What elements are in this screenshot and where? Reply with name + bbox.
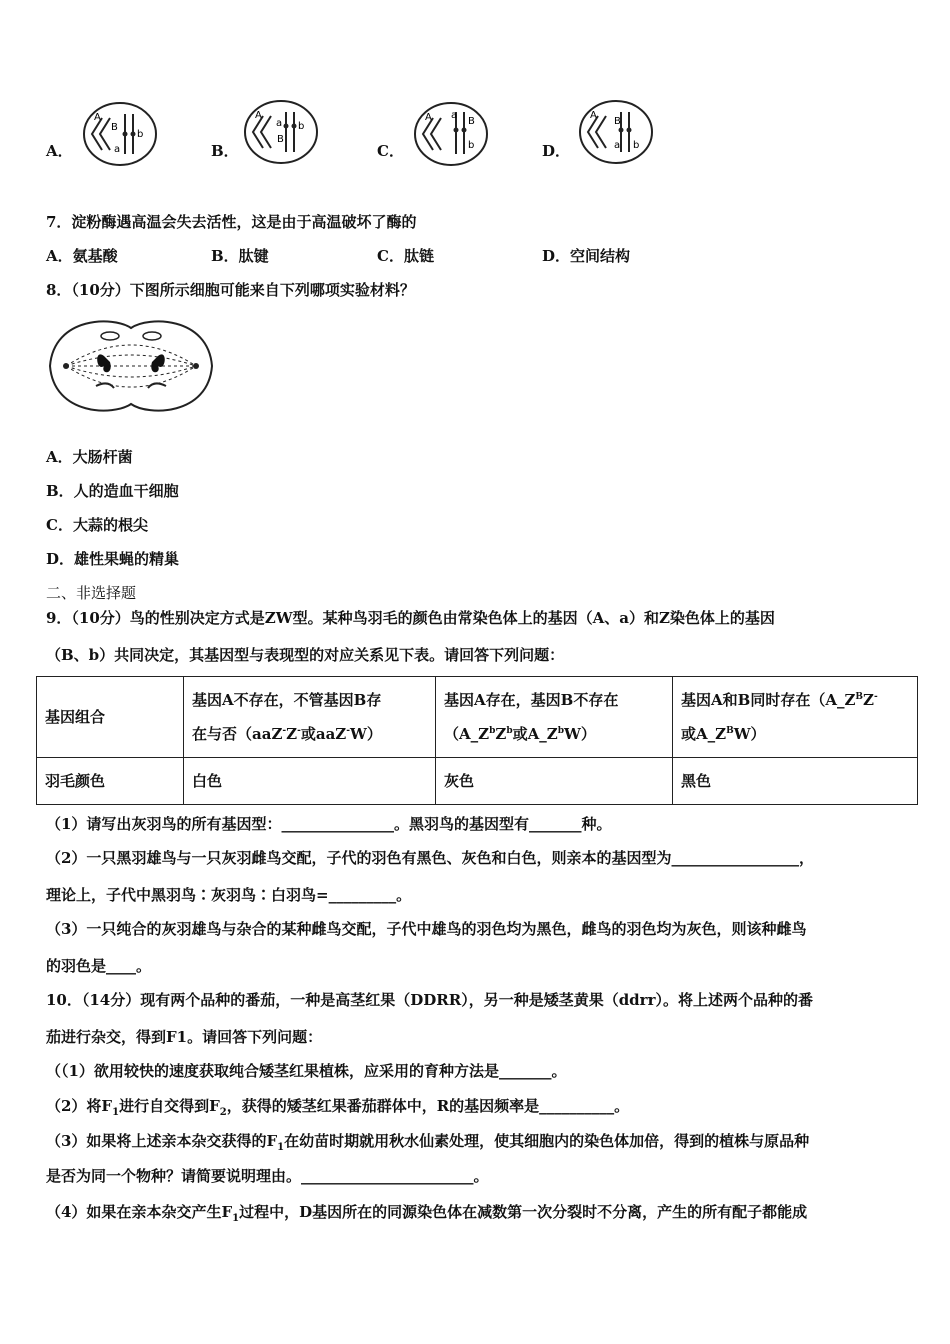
q7-option-c[interactable]: C．肽链 <box>377 247 434 265</box>
q6-option-a-label: A． <box>46 142 73 160</box>
q10-stem-line2: 茄进行杂交，得到F1。请回答下列问题： <box>46 1028 323 1046</box>
q6-option-d-label: D． <box>542 142 571 160</box>
q7-option-d[interactable]: D．空间结构 <box>542 247 631 265</box>
q8-option-c[interactable]: C．大蒜的根尖 <box>46 516 148 534</box>
cell-line: 或$A\_Z^BW$） <box>681 725 766 743</box>
svg-text:a: a <box>276 118 283 129</box>
table-row <box>37 677 918 758</box>
q10-sub3-line1: （3）如果将上述亲本杂交获得的$F_1$在幼苗时期就用秋水仙素处理，使其细胞内的染色体加倍，得到的植株与原品种 <box>46 1132 810 1153</box>
q7-option-a[interactable]: A．氨基酸 <box>46 247 118 265</box>
q10-sub2: （2）将$F_1$进行自交得到$F_2$，获得的矮茎红果番茄群体中，R的基因频率是__________。 <box>46 1097 630 1118</box>
q8-option-d[interactable]: D．雄性果蝇的精巢 <box>46 550 180 568</box>
svg-text:b: b <box>137 129 144 140</box>
table-cell: 白色 <box>184 758 436 805</box>
cell-line: 在与否（aaZ-Z-或aaZ-W） <box>192 725 382 743</box>
q8-option-b[interactable]: B．人的造血干细胞 <box>46 482 179 500</box>
cell-diagram-c <box>411 100 491 168</box>
svg-text:a: a <box>114 144 121 155</box>
q9-sub2-line1: （2）一只黑羽雄鸟与一只灰羽雌鸟交配，子代的羽色有黑色、灰色和白色，则亲本的基因型为_________________， <box>46 849 814 867</box>
section-heading: 二、非选择题 <box>46 584 137 602</box>
svg-text:B: B <box>468 116 475 127</box>
q9-sub1: （1）请写出灰羽鸟的所有基因型：_______________。黑羽鸟的基因型有_______种。 <box>46 815 612 833</box>
q10-stem-line1: 10．（14分）现有两个品种的番茄，一种是高茎红果（DDRR），另一种是矮茎黄果（ddrr）。将上述两个品种的番 <box>46 991 813 1009</box>
q9-sub3-line2: 的羽色是____。 <box>46 957 152 975</box>
svg-text:a: a <box>451 110 458 121</box>
table-cell <box>673 677 918 758</box>
q8-option-a[interactable]: A．大肠杆菌 <box>46 448 133 466</box>
q7-option-b[interactable]: B．肽键 <box>211 247 269 265</box>
svg-text:b: b <box>468 140 475 151</box>
q9-stem-line1: 9．（10分）鸟的性别决定方式是ZW型。某种鸟羽毛的颜色由常染色体上的基因（A、a）和Z染色体上的基因 <box>46 609 775 627</box>
cell-line: 基因A和B同时存在（$A\_Z^BZ^-$ <box>681 691 878 709</box>
q9-stem-line2: （B、b）共同决定，其基因型与表现型的对应关系见下表。请回答下列问题： <box>46 646 565 664</box>
q9-sub3-line1: （3）一只纯合的灰羽雄鸟与杂合的某种雌鸟交配，子代中雄鸟的羽色均为黑色，雌鸟的羽色均为灰色，则该种雌鸟 <box>46 920 807 938</box>
cell-line: 基因A不存在，不管基因B存 <box>192 691 382 709</box>
table-cell: 基因组合 <box>37 677 184 758</box>
svg-text:A: A <box>255 110 262 121</box>
q8-stem: 8．（10分）下图所示细胞可能来自下列哪项实验材料？ <box>46 281 415 299</box>
table-cell: 灰色 <box>436 758 673 805</box>
q6-option-b-label: B． <box>211 142 239 160</box>
svg-text:A: A <box>94 112 101 123</box>
svg-text:b: b <box>633 140 640 151</box>
table-cell: 羽毛颜色 <box>37 758 184 805</box>
svg-text:A: A <box>425 112 432 123</box>
svg-text:A: A <box>590 110 597 121</box>
q6-options-row <box>0 100 950 190</box>
cell-diagram-b <box>241 100 321 168</box>
svg-text:B: B <box>614 116 621 127</box>
table-cell: 黑色 <box>673 758 918 805</box>
table-row <box>37 758 918 805</box>
cell-line: 基因A存在，基因B不存在 <box>444 691 619 709</box>
cell-diagram-d <box>576 100 656 168</box>
q9-sub2-line2: 理论上，子代中黑羽鸟∶灰羽鸟∶白羽鸟=_________。 <box>46 886 412 904</box>
q7-stem: 7．淀粉酶遇高温会失去活性，这是由于高温破坏了酶的 <box>46 213 417 231</box>
svg-text:B: B <box>277 134 284 145</box>
cell-diagram-a <box>80 100 160 168</box>
table-cell <box>436 677 673 758</box>
svg-text:a: a <box>614 140 621 151</box>
svg-text:B: B <box>111 122 118 133</box>
svg-text:b: b <box>298 121 305 132</box>
q10-sub1: （（1）欲用较快的速度获取纯合矮茎红果植株，应采用的育种方法是_______。 <box>46 1062 567 1080</box>
q10-sub3-line2: 是否为同一个物种？请简要说明理由。_______________________。 <box>46 1167 489 1185</box>
table-cell <box>184 677 436 758</box>
cell-line: （$A\_Z^bZ^b$或$A\_Z^bW$） <box>444 725 596 743</box>
dividing-cell-diagram <box>44 314 218 418</box>
genotype-table <box>36 676 918 805</box>
q6-option-c-label: C． <box>377 142 404 160</box>
q10-sub4-line1: （4）如果在亲本杂交产生$F_1$过程中，D基因所在的同源染色体在减数第一次分裂时不分离，产生的所有配子都能成 <box>46 1203 808 1224</box>
